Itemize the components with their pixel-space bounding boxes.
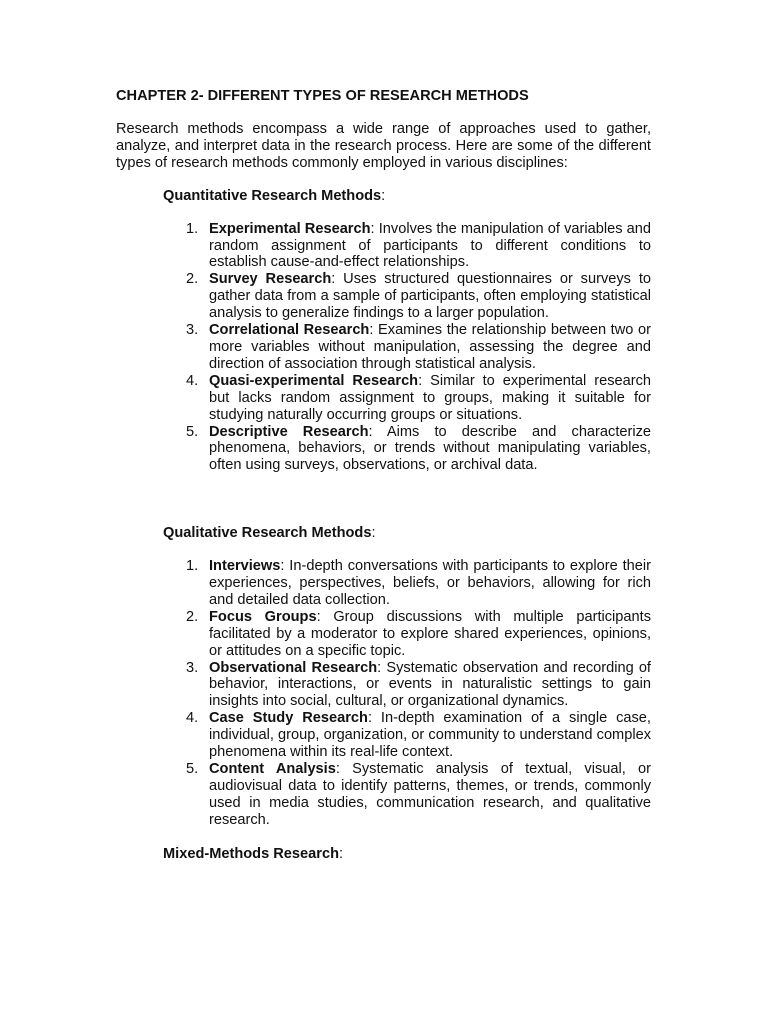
- list-item: [163, 710, 651, 761]
- item-number: 5.: [186, 423, 199, 440]
- method-name: Descriptive Research: [209, 423, 369, 440]
- list-item: [163, 424, 651, 475]
- list-item: [163, 271, 651, 322]
- item-number: 1.: [186, 558, 199, 575]
- method-name: Focus Groups: [209, 608, 317, 625]
- method-description: : Examines the relationship between two or more variables without manipulation, assessing the degree and direction of association through statistical analysis.: [209, 322, 651, 372]
- method-description: : In-depth conversations with participants to explore their experiences, perspectives, beliefs, or behaviors, allowing for rich and detailed data collection.: [209, 558, 651, 608]
- method-name: Correlational Research: [209, 322, 370, 339]
- section-heading: [163, 846, 651, 863]
- list-item: [163, 221, 651, 272]
- method-description: : Involves the manipulation of variables and random assignment of participants to different conditions to establish cause-and-effect relationships.: [209, 220, 651, 271]
- method-description: : Similar to experimental research but lacks random assignment to groups, making it suitable for studying naturally occurring groups or situations.: [209, 372, 652, 423]
- section-heading-label: Mixed-Methods Research: [163, 845, 339, 862]
- item-number: 3.: [186, 322, 199, 339]
- method-description: : Systematic observation and recording of behavior, interactions, or events in naturalistic settings to gain insights into social, cultural, or organizational dynamics.: [209, 659, 651, 710]
- section-qualitative: [163, 525, 651, 828]
- item-number: 2.: [186, 271, 199, 288]
- list-item: [163, 373, 651, 424]
- method-description: : Group discussions with multiple participants facilitated by a moderator to explore shared experiences, opinions, or attitudes on a specific topic.: [209, 608, 651, 659]
- method-description: : Systematic analysis of textual, visual, or audiovisual data to identify patterns, themes, or trends, commonly used in media studies, communication research, and qualitative research.: [209, 761, 651, 828]
- method-name: Content Analysis: [209, 761, 336, 777]
- method-description: : In-depth examination of a single case, individual, group, organization, or community to understand complex phenomena within its real-life context.: [209, 710, 651, 761]
- section-heading-label: Quantitative Research Methods: [163, 187, 382, 204]
- list-item: [163, 558, 651, 609]
- method-name: Interviews: [209, 558, 281, 575]
- chapter-title: CHAPTER 2- DIFFERENT TYPES OF RESEARCH METHODS: [116, 88, 529, 104]
- method-name: Experimental Research: [209, 220, 371, 237]
- item-number: 4.: [186, 710, 199, 727]
- method-list: [163, 221, 651, 475]
- list-item: [163, 761, 651, 829]
- item-number: 2.: [186, 608, 199, 625]
- method-list: [163, 558, 651, 829]
- item-number: 1.: [186, 220, 199, 237]
- section-quantitative: [163, 188, 651, 475]
- intro-paragraph: Research methods encompass a wide range of approaches used to gather, analyze, and interpret data in the research process. Here are some of the different types of research methods commonly employed in various disciplines:: [116, 121, 651, 171]
- list-item: [163, 609, 651, 660]
- document-page: [116, 87, 651, 863]
- method-name: Case Study Research: [209, 710, 368, 727]
- section-heading: [163, 525, 651, 542]
- item-number: 4.: [186, 372, 199, 389]
- section-heading-label: Qualitative Research Methods: [163, 525, 372, 542]
- method-name: Quasi-experimental Research: [209, 372, 419, 389]
- method-description: : Uses structured questionnaires or surveys to gather data from a sample of participants, often employing statistical analysis to generalize findings to a larger population.: [209, 271, 651, 322]
- item-number: 3.: [186, 659, 199, 676]
- section-heading-colon: :: [371, 525, 376, 542]
- section-mixed-methods: [163, 846, 651, 863]
- section-heading-colon: :: [381, 187, 386, 204]
- list-item: [163, 322, 651, 373]
- method-description: : Aims to describe and characterize phenomena, behaviors, or trends without manipulating variables, often using surveys, observations, or archival data.: [209, 423, 652, 474]
- section-heading-colon: :: [338, 845, 344, 862]
- method-name: Observational Research: [209, 659, 378, 676]
- method-name: Survey Research: [209, 271, 332, 288]
- list-item: [163, 660, 651, 711]
- item-number: 5.: [186, 761, 199, 777]
- section-heading: [163, 188, 651, 205]
